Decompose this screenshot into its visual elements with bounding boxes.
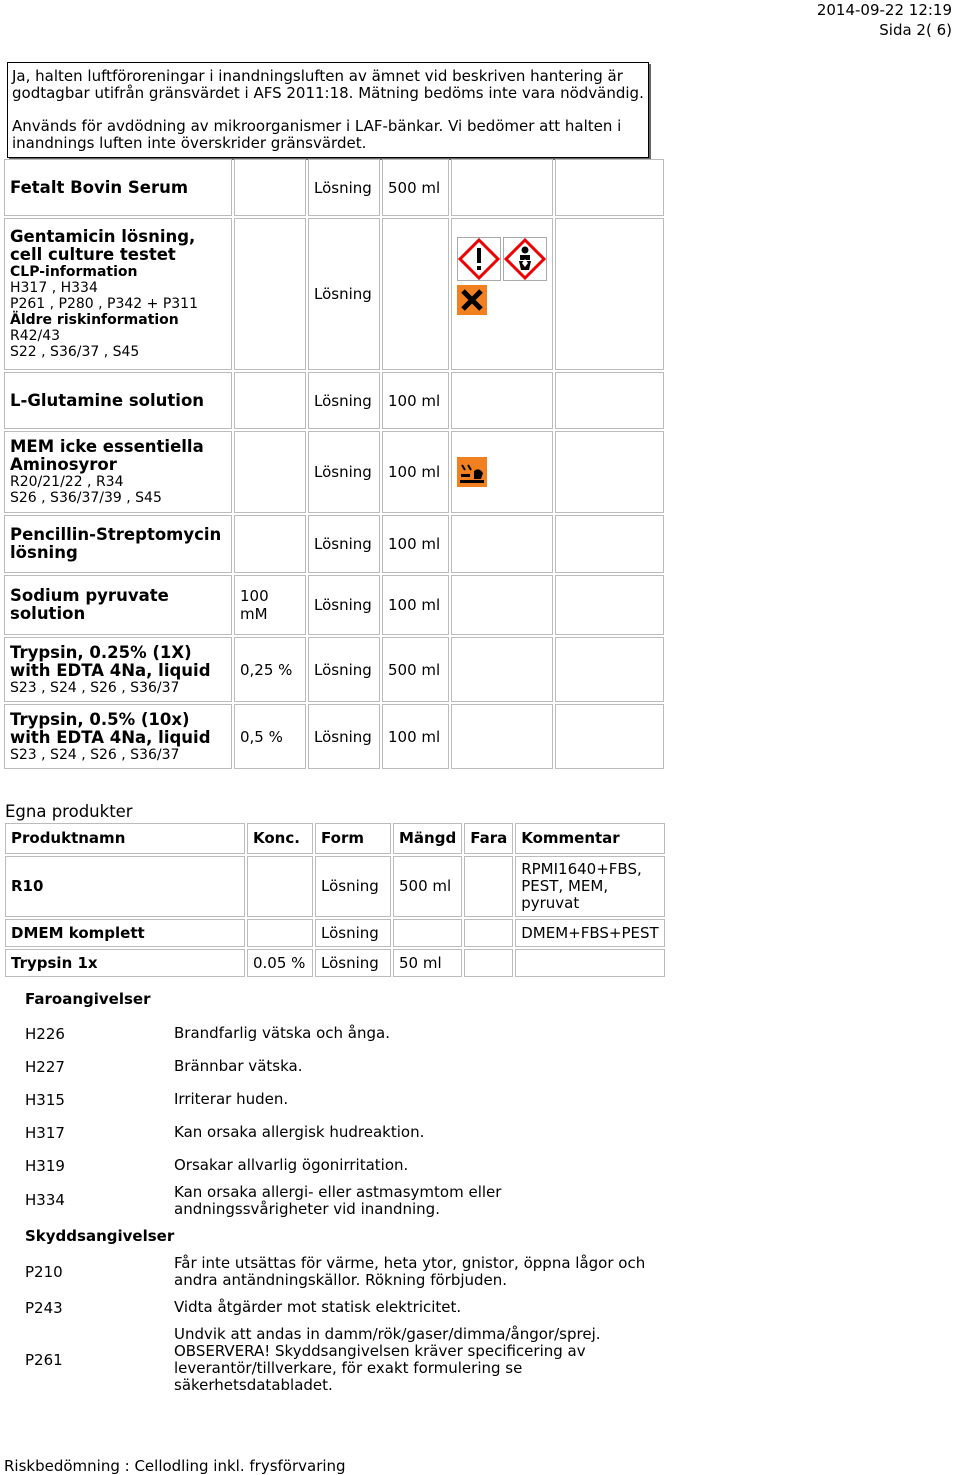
product-name-cell: Pencillin-Streptomycin lösning [4,515,232,573]
phrase-text: Orsakar allvarlig ögonirritation. [174,1156,409,1174]
egna-produkter-title: Egna produkter [5,802,133,821]
table-row [5,949,665,977]
amount-cell: 100 ml [382,704,449,769]
conc-cell: 0,25 % [234,637,306,702]
table-row [4,575,664,635]
assessment-note-box [7,62,649,158]
amount-cell: 500 ml [393,856,462,917]
comment-cell [555,637,664,702]
form-cell: Lösning [308,704,380,769]
print-date: 2014-09-22 12:19 [816,1,952,19]
phrase-text: Irriterar huden. [174,1090,289,1108]
table-row [4,372,664,429]
phrase-code: P243 [25,1299,63,1317]
amount-cell: 100 ml [382,575,449,635]
phrase-text: Kan orsaka allergi- eller astmasymtom eller andningssvårigheter vid inandning. [174,1183,502,1218]
phrase-text: Får inte utsättas för värme, heta ytor, gnistor, öppna lågor och andra antändningskällor. Rökning förbjuden. [174,1254,646,1289]
own-products-table [3,821,667,979]
table-row [4,704,664,769]
phrase-code: P210 [25,1263,63,1281]
conc-cell: 0,5 % [234,704,306,769]
hazard-cell [451,159,553,216]
product-name-cell: L-Glutamine solution [4,372,232,429]
product-name-cell: R10 [5,856,245,917]
product-name-cell: Gentamicin lösning, cell culture testet CLP-information H317 , H334 P261 , P280 , P342 + P311 Äldre riskinformation R42/43 S22 , S36/37 , S45 [4,218,232,370]
column-header: Konc. [247,823,313,854]
form-cell: Lösning [308,159,380,216]
phrase-code: P261 [25,1351,63,1369]
column-header: Fara [464,823,513,854]
column-header: Form [315,823,391,854]
comment-cell [555,218,664,370]
product-name-cell: Trypsin, 0.5% (10x) with EDTA 4Na, liquid S23 , S24 , S26 , S36/37 [4,704,232,769]
products-table [2,157,666,771]
page-header [817,0,952,40]
note-paragraph: Ja, halten luftföroreningar i inandningsluften av ämnet vid beskriven hantering är godtagbar utifrån gränsvärdet i AFS 2011:18. Mätning bedöms inte vara nödvändig. [12,67,644,102]
form-cell: Lösning [308,515,380,573]
amount-cell: 100 ml [382,372,449,429]
phrase-code: H334 [25,1191,65,1209]
form-cell: Lösning [308,372,380,429]
table-row [4,159,664,216]
table-row [4,515,664,573]
harmful-xn-icon [457,285,487,315]
phrase-code: H227 [25,1058,65,1076]
phrase-code: H317 [25,1124,65,1142]
conc-cell [234,372,306,429]
phrase-text: Vidta åtgärder mot statisk elektricitet. [174,1298,462,1316]
conc-cell: 0.05 % [247,949,313,977]
amount-cell: 100 ml [382,431,449,513]
hazard-cell [451,431,553,513]
form-cell: Lösning [308,637,380,702]
hazard-cell [464,919,513,947]
comment-cell [555,704,664,769]
phrase-code: H315 [25,1091,65,1109]
corrosive-c-icon [457,457,487,487]
hazard-cell [464,856,513,917]
comment-cell [555,159,664,216]
exclamation-icon [457,237,501,281]
product-name-cell: Trypsin, 0.25% (1X) with EDTA 4Na, liquid S23 , S24 , S26 , S36/37 [4,637,232,702]
phrase-code: H319 [25,1157,65,1175]
phrase-text: Brännbar vätska. [174,1057,303,1075]
comment-cell [555,372,664,429]
conc-cell: 100 mM [234,575,306,635]
phrase-text: Undvik att andas in damm/rök/gaser/dimma/ångor/sprej. OBSERVERA! Skyddsangivelsen kräver specificering av leverantör/tillverkare, för exakt formulering se säkerhetsdatabladet. [174,1325,601,1394]
hazard-cell [451,218,553,370]
hazard-cell [451,515,553,573]
form-cell: Lösning [308,218,380,370]
column-header: Mängd [393,823,462,854]
comment-cell: DMEM+FBS+PEST [515,919,664,947]
comment-cell: RPMI1640+FBS, PEST, MEM, pyruvat [515,856,664,917]
page-footer: Riskbedömning : Cellodling inkl. frysförvaring [4,1457,346,1475]
form-cell: Lösning [315,856,391,917]
health-hazard-icon [503,237,547,281]
phrase-text: Kan orsaka allergisk hudreaktion. [174,1123,425,1141]
faroangivelser-heading: Faroangivelser [25,990,151,1008]
product-name-cell: DMEM komplett [5,919,245,947]
product-name-cell: Trypsin 1x [5,949,245,977]
amount-cell: 500 ml [382,159,449,216]
conc-cell [234,218,306,370]
hazard-cell [451,575,553,635]
conc-cell [247,856,313,917]
phrase-text: Brandfarlig vätska och ånga. [174,1024,390,1042]
comment-cell [555,515,664,573]
conc-cell [234,431,306,513]
column-header: Produktnamn [5,823,245,854]
note-paragraph: Används för avdödning av mikroorganismer i LAF-bänkar. Vi bedömer att halten i inandnings luften inte överskrider gränsvärdet. [12,117,622,152]
column-header: Kommentar [515,823,664,854]
table-row [5,919,665,947]
amount-cell [382,218,449,370]
product-name-cell: Fetalt Bovin Serum [4,159,232,216]
comment-cell [555,431,664,513]
conc-cell [247,919,313,947]
amount-cell: 500 ml [382,637,449,702]
form-cell: Lösning [308,575,380,635]
hazard-cell [451,372,553,429]
comment-cell [555,575,664,635]
product-name-cell: Sodium pyruvate solution [4,575,232,635]
form-cell: Lösning [315,949,391,977]
amount-cell: 100 ml [382,515,449,573]
phrases-section [25,990,665,1400]
amount-cell [393,919,462,947]
product-name-cell: MEM icke essentiella Aminosyror R20/21/22 , R34 S26 , S36/37/39 , S45 [4,431,232,513]
phrase-code: H226 [25,1025,65,1043]
conc-cell [234,515,306,573]
page-number: Sida 2( 6) [879,21,952,39]
table-row [4,218,664,370]
conc-cell [234,159,306,216]
table-row [5,856,665,917]
table-row [4,431,664,513]
form-cell: Lösning [308,431,380,513]
hazard-cell [451,704,553,769]
table-header-row [5,823,665,854]
hazard-cell [451,637,553,702]
skyddsangivelser-heading: Skyddsangivelser [25,1227,175,1245]
amount-cell: 50 ml [393,949,462,977]
comment-cell [515,949,664,977]
table-row [4,637,664,702]
hazard-cell [464,949,513,977]
form-cell: Lösning [315,919,391,947]
